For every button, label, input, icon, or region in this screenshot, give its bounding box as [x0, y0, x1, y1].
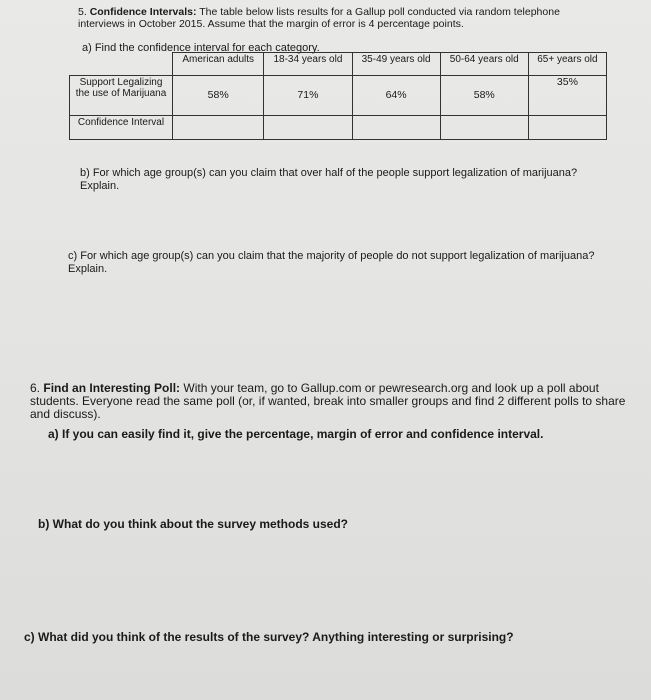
- ci-cell-65-plus[interactable]: [528, 116, 606, 140]
- value-50-64: 58%: [440, 76, 528, 116]
- question-6-part-b: b) What do you think about the survey methods used?: [38, 517, 349, 531]
- header-18-34: 18-34 years old: [264, 53, 352, 76]
- ci-cell-18-34[interactable]: [264, 116, 352, 140]
- ci-cell-50-64[interactable]: [440, 116, 528, 140]
- confidence-interval-table: [69, 52, 607, 140]
- ci-cell-35-49[interactable]: [352, 116, 440, 140]
- question-5-text: The table below lists results for a Gallup poll conducted via random telephone interviews in October 2015. Assume that the margin of error is 4 percentage points.: [78, 6, 560, 30]
- value-american-adults: 58%: [173, 76, 264, 116]
- table-row-confidence-interval: [70, 116, 607, 140]
- question-6-title: Find an Interesting Poll:: [43, 381, 181, 395]
- value-18-34: 71%: [264, 76, 352, 116]
- question-6-text: With your team, go to Gallup.com or pewresearch.org and look up a poll about students. Everyone read the same poll (or, if wanted, break into smaller groups and find 2 different polls to share and discuss).: [30, 381, 626, 421]
- row-label-confidence-interval: Confidence Interval: [70, 116, 173, 140]
- table-header-row: [70, 53, 607, 76]
- header-50-64: 50-64 years old: [440, 53, 528, 76]
- question-6-header: [30, 382, 642, 421]
- header-35-49: 35-49 years old: [352, 53, 440, 76]
- question-5-part-b: b) For which age group(s) can you claim that over half of the people support legalization of marijuana? Explain.: [80, 167, 578, 192]
- table-row-support: [70, 76, 607, 116]
- header-american-adults: American adults: [173, 53, 264, 76]
- question-5-number: 5.: [78, 6, 87, 18]
- value-35-49: 64%: [352, 76, 440, 116]
- header-65-plus: 65+ years old: [528, 53, 606, 76]
- ci-cell-american-adults[interactable]: [173, 116, 264, 140]
- question-6-part-c: c) What did you think of the results of the survey? Anything interesting or surprising?: [24, 630, 514, 644]
- row-label-support: Support Legalizing the use of Marijuana: [70, 76, 173, 116]
- question-5-header: [78, 6, 608, 30]
- question-5-part-c: c) For which age group(s) can you claim that the majority of people do not support legalization of marijuana? Explain.: [68, 250, 595, 275]
- value-65-plus: 35%: [528, 76, 606, 116]
- question-5-part-a: a) Find the confidence interval for each category.: [82, 42, 320, 54]
- table-corner-cell: [70, 53, 173, 76]
- question-6-number: 6.: [30, 381, 41, 395]
- question-5-title: Confidence Intervals:: [89, 6, 197, 18]
- question-6-part-a: a) If you can easily find it, give the percentage, margin of error and confidence interval.: [48, 427, 544, 441]
